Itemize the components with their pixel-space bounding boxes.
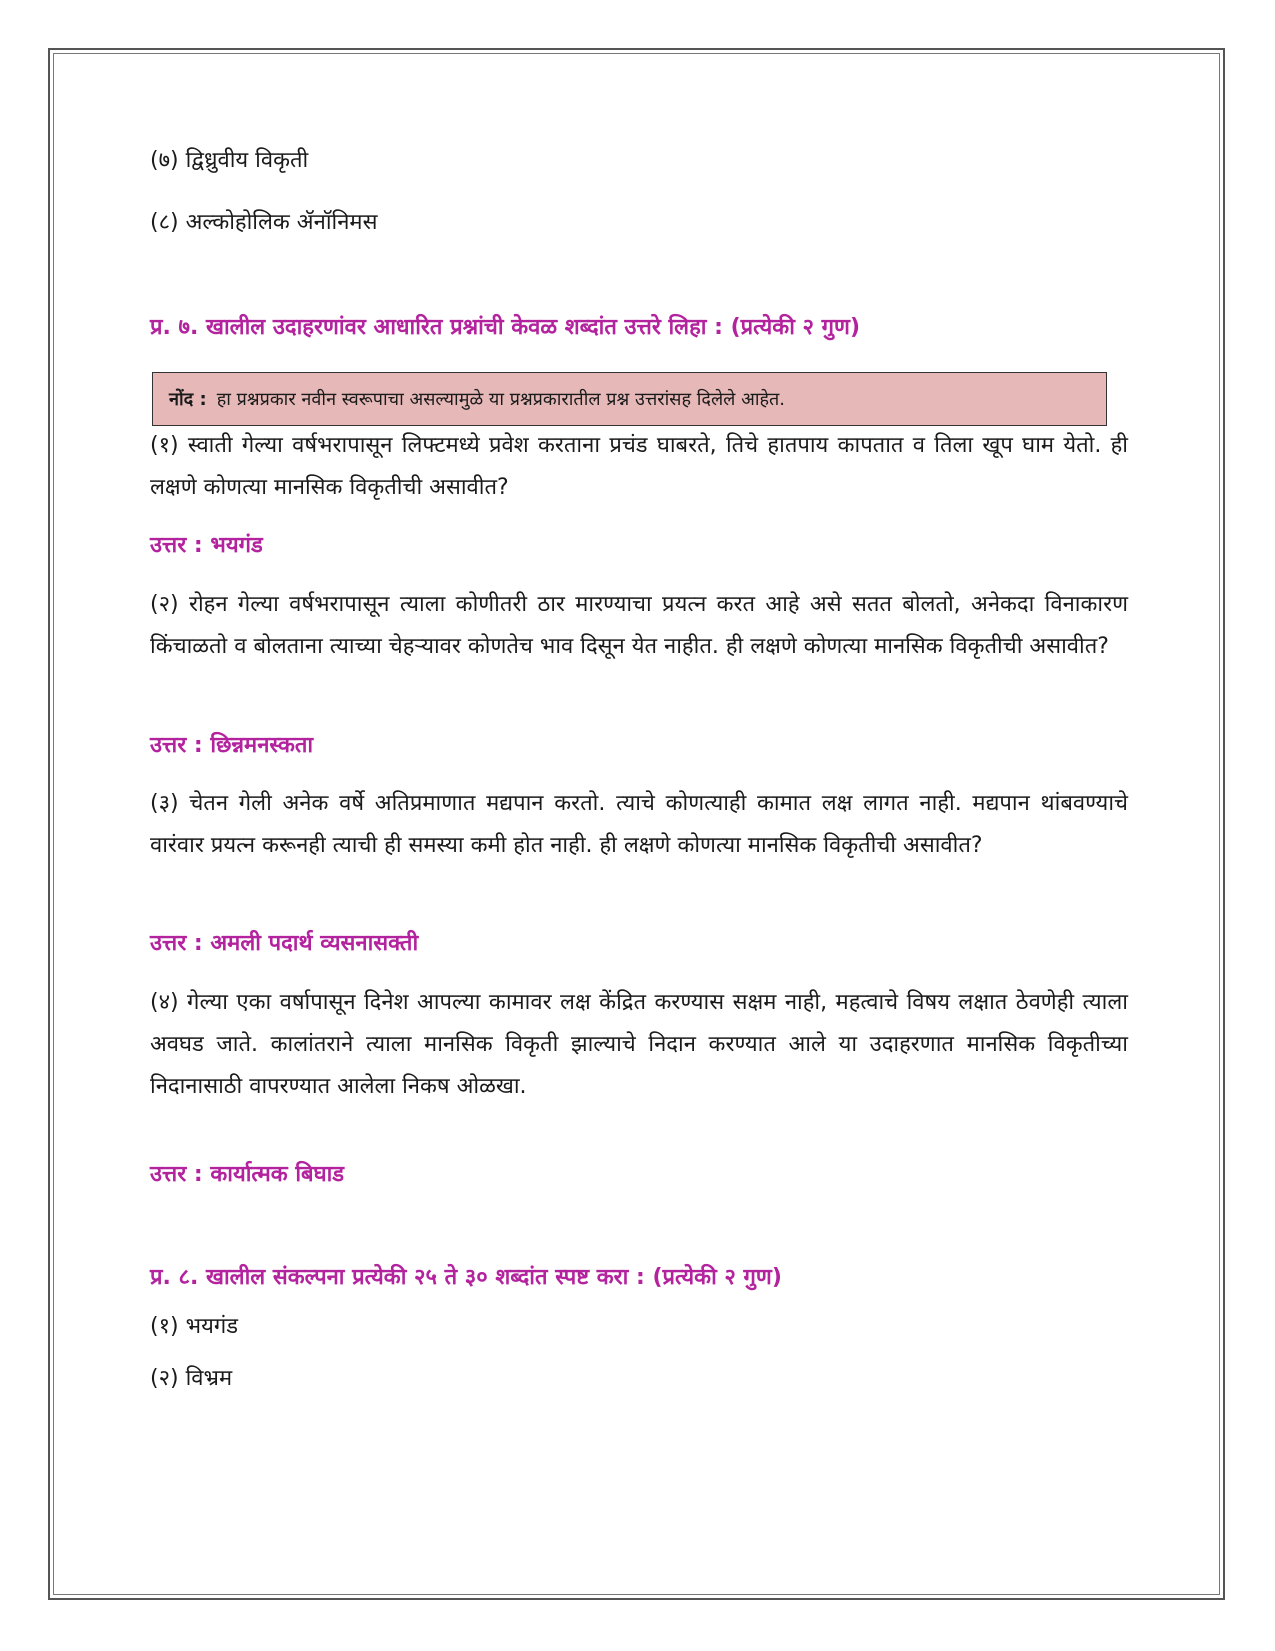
answer-text: उत्तर : अमली पदार्थ व्यसनासक्ती <box>150 931 419 956</box>
list-item: (८) अल्कोहोलिक ॲनॉनिमस <box>150 210 378 235</box>
answer-text: उत्तर : कार्यात्मक बिघाड <box>150 1162 345 1187</box>
note-label: नोंद : <box>169 389 207 410</box>
question-text: (१) स्वाती गेल्या वर्षभरापासून लिफ्टमध्ये प्रवेश करताना प्रचंड घाबरते, तिचे हातपाय कापतात व तिला खूप घाम येतो. ही लक्षणे कोणत्या मानसिक विकृतीची असावीत? <box>150 433 1128 500</box>
answer-text: उत्तर : छिन्नमनस्कता <box>150 733 314 758</box>
list-item: (१) भयगंड <box>150 1314 238 1339</box>
list-item: (२) विभ्रम <box>150 1366 233 1391</box>
question-7-heading: प्र. ७. खालील उदाहरणांवर आधारित प्रश्नांची केवळ शब्दांत उत्तरे लिहा : (प्रत्येकी २ गुण) <box>150 315 860 340</box>
answer-text: उत्तर : भयगंड <box>150 533 263 558</box>
question-text: (४) गेल्या एका वर्षापासून दिनेश आपल्या कामावर लक्ष केंद्रित करण्यास सक्षम नाही, महत्वाचे विषय लक्षात ठेवणेही त्याला अवघड जाते. कालांतराने त्याला मानसिक विकृती झाल्याचे निदान करण्यात आले या उदाहरणात मानसिक विकृतीच्या निदानासाठी वापरण्यात आलेला निकष ओळखा. <box>150 990 1128 1099</box>
question-8-heading: प्र. ८. खालील संकल्पना प्रत्येकी २५ ते ३० शब्दांत स्पष्ट करा : (प्रत्येकी २ गुण) <box>150 1265 782 1290</box>
note-box <box>152 372 1107 426</box>
question-text: (२) रोहन गेल्या वर्षभरापासून त्याला कोणीतरी ठार मारण्याचा प्रयत्न करत आहे असे सतत बोलतो, अनेकदा विनाकारण किंचाळतो व बोलताना त्याच्या चेहऱ्यावर कोणतेच भाव दिसून येत नाहीत. ही लक्षणे कोणत्या मानसिक विकृतीची असावीत? <box>150 592 1128 659</box>
note-text: हा प्रश्नप्रकार नवीन स्वरूपाचा असल्यामुळे या प्रश्नप्रकारातील प्रश्न उत्तरांसह दिलेले आहेत. <box>216 389 786 410</box>
question-text: (३) चेतन गेली अनेक वर्षे अतिप्रमाणात मद्यपान करतो. त्याचे कोणत्याही कामात लक्ष लागत नाही. मद्यपान थांबवण्याचे वारंवार प्रयत्न करूनही त्याची ही समस्या कमी होत नाही. ही लक्षणे कोणत्या मानसिक विकृतीची असावीत? <box>150 791 1128 858</box>
list-item: (७) द्विध्रुवीय विकृती <box>150 148 309 173</box>
